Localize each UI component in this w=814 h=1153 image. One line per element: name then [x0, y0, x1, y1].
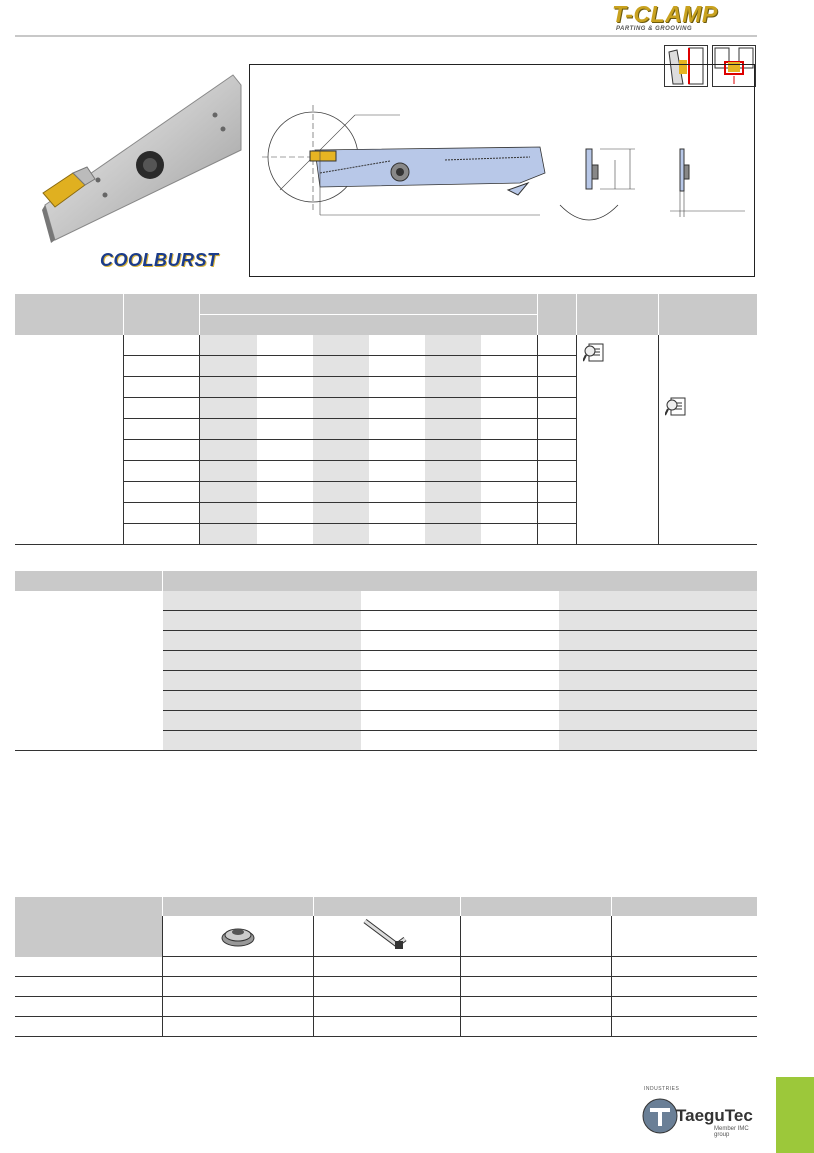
table-row	[15, 977, 757, 997]
insert-compatibility-table	[15, 571, 757, 751]
magnifier-document-icon[interactable]	[665, 397, 687, 420]
table-row	[15, 591, 757, 611]
coolburst-logo: COOLBURST	[100, 250, 219, 270]
table-row	[15, 671, 757, 691]
product-image	[15, 45, 245, 275]
table-row	[15, 1017, 757, 1037]
table-header-row	[15, 571, 757, 591]
logo-wordmark: TaeguTec	[676, 1106, 753, 1125]
taegutec-logo	[640, 1086, 760, 1140]
blade-table	[15, 294, 757, 545]
table-row	[15, 731, 757, 751]
table-row	[15, 631, 757, 651]
spare-parts-table	[15, 897, 757, 1037]
table-row	[15, 691, 757, 711]
table-header-row	[15, 897, 757, 916]
table-row	[15, 957, 757, 977]
table-header-row	[15, 294, 757, 315]
magnifier-document-icon[interactable]	[583, 343, 605, 366]
brand-title: T-CLAMP	[612, 1, 718, 27]
table-row	[15, 651, 757, 671]
header-divider	[15, 35, 757, 37]
section-color-tab[interactable]	[776, 1077, 814, 1153]
logo-member-text: Member IMC group	[714, 1126, 749, 1138]
brand-subtitle: PARTING & GROOVING	[616, 26, 693, 32]
clamp-screw-icon	[218, 942, 258, 953]
table-row	[15, 335, 757, 356]
technical-drawing	[249, 64, 755, 277]
table-row	[15, 611, 757, 631]
brand-logo	[612, 2, 758, 34]
table-row	[15, 997, 757, 1017]
logo-arc-text: INDUSTRIES	[644, 1086, 680, 1092]
table-row	[15, 711, 757, 731]
hex-key-wrench-icon	[357, 945, 417, 956]
